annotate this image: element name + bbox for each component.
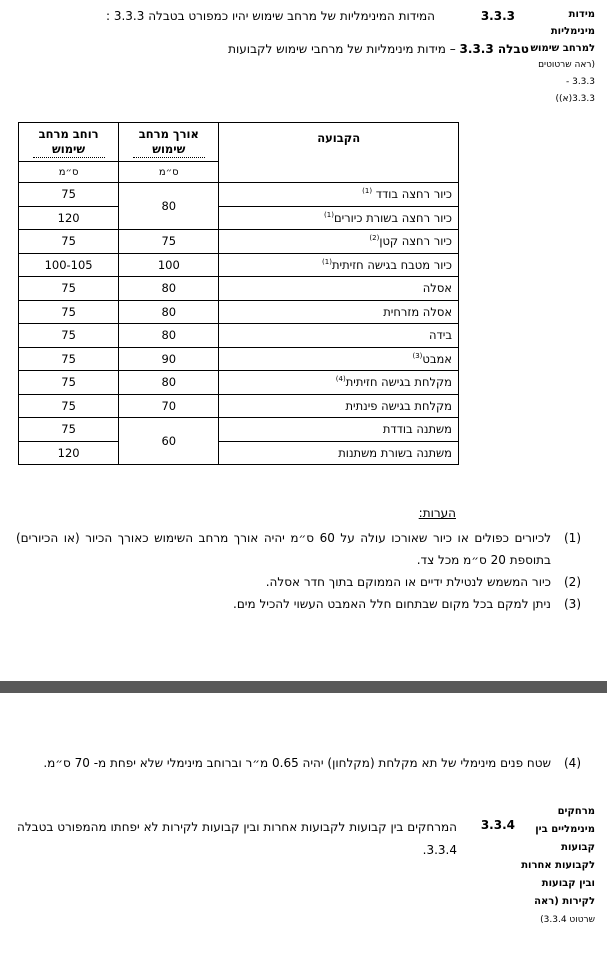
length-value: 90 — [119, 347, 219, 371]
notes-list — [16, 527, 581, 615]
fixture-name: אסלה מזרחית — [219, 300, 459, 324]
section-333-number: 3.3.3 — [480, 9, 515, 23]
table-row — [19, 183, 459, 207]
notes-title: הערות: — [418, 506, 456, 520]
table-row — [19, 418, 459, 442]
note-item-4 — [16, 752, 581, 774]
width-value: 100-105 — [19, 253, 119, 277]
side-title-line: מידות — [568, 9, 595, 20]
fixture-name: כיור רחצה קטן$^{(2)}$ — [219, 230, 459, 254]
length-value: 80 — [119, 183, 219, 230]
length-value: 100 — [119, 253, 219, 277]
length-value: 80 — [119, 277, 219, 301]
side-title-line: מינימליות — [550, 26, 595, 37]
length-value: 80 — [119, 324, 219, 348]
table-row — [19, 277, 459, 301]
fixtures-table — [18, 122, 459, 465]
header-length-line: שימוש — [152, 141, 186, 156]
width-value: 75 — [19, 183, 119, 207]
fixture-name: מקלחת בגישה פינתית — [219, 394, 459, 418]
width-value: 120 — [19, 206, 119, 230]
width-value: 75 — [19, 394, 119, 418]
length-value: 80 — [119, 371, 219, 395]
side-title-line: למרחב שימוש — [530, 43, 595, 54]
side-ref-line: 3.3.3 - — [565, 77, 595, 87]
note-text: ניתן למקם בכל מקום שבתחום חלל האמבט העשוי להכיל מים. — [233, 597, 551, 611]
width-value: 75 — [19, 347, 119, 371]
note-number: (4) — [563, 756, 581, 770]
table-caption-label: טבלה 3.3.3 — [459, 42, 529, 56]
width-value: 75 — [19, 418, 119, 442]
table-row — [19, 253, 459, 277]
section-333-text: המידות המינימליות של מרחב שימוש יהיו כמפורט בטבלה 3.3.3 : — [105, 9, 435, 23]
side-title-line: קבועות — [561, 842, 595, 853]
section-334-number: 3.3.4 — [480, 818, 515, 832]
table-caption — [0, 42, 607, 56]
table-header-row — [19, 123, 459, 162]
header-length-line: אורך מרחב — [138, 126, 199, 141]
width-value: 120 — [19, 441, 119, 465]
table-row — [19, 324, 459, 348]
width-value: 75 — [19, 300, 119, 324]
fixture-name: מקלחת בגישה חזיתית$^{(4)}$ — [219, 371, 459, 395]
header-width — [19, 123, 119, 162]
table-caption-text: – מידות מינימליות של מרחבי שימוש לקבועות — [228, 42, 460, 56]
width-value: 75 — [19, 230, 119, 254]
table-row — [19, 394, 459, 418]
fixture-name: משתנה בודדת — [219, 418, 459, 442]
fixture-name: אסלה — [219, 277, 459, 301]
side-title-line: מינימליים בין — [535, 824, 595, 835]
table-row — [19, 441, 459, 465]
width-value: 75 — [19, 324, 119, 348]
section-334-text: המרחקים בין קבועות לקבועות אחרות ובין קבועות לקירות לא יפחתו מהמפורט בטבלה 3.3.4. — [17, 820, 457, 857]
note-number: (3) — [563, 597, 581, 611]
note-text: שטח פנים מינימלי של תא מקלחת (מקלחון) יהיה 0.65 מ״ר וברוחב מינימלי שלא יפחת מ- 70 ס״מ. — [43, 756, 551, 770]
table-row — [19, 347, 459, 371]
side-ref-line: 3.3.3(א)) — [555, 94, 595, 104]
side-ref-line: (ראה שרטוטים — [538, 60, 595, 70]
table-row — [19, 230, 459, 254]
header-fixture: הקבועה — [219, 123, 459, 183]
width-value: 75 — [19, 371, 119, 395]
table-row — [19, 300, 459, 324]
note-item — [16, 571, 581, 593]
section-334-side-title — [515, 803, 595, 929]
table-row — [19, 206, 459, 230]
note-text: כיור המשמש לנטילת ידיים או הממוקם בתוך חדר אסלה. — [265, 575, 551, 589]
note-number: (2) — [563, 575, 581, 589]
header-length — [119, 123, 219, 162]
fixture-name: בידה — [219, 324, 459, 348]
side-title-line: לקבועות אחרות — [521, 860, 595, 871]
page-break-divider — [0, 681, 607, 693]
section-333-side-title — [515, 6, 595, 108]
note-text: לכיורים כפולים או כיור שאורכו עולה על 60 ס״מ יהיה אורך מרחב השימוש כאורך הכיור (או הכיורים) בתוספת 20 ס״מ מכל צד. — [16, 531, 552, 567]
fixture-name: אמבט$^{(3)}$ — [219, 347, 459, 371]
side-title-line: לקירות (ראה — [534, 896, 595, 907]
header-width-line: רוחב מרחב — [38, 126, 99, 141]
length-value: 75 — [119, 230, 219, 254]
fixture-name: כיור מטבח בגישה חזיתית$^{(1)}$ — [219, 253, 459, 277]
fixture-name: כיור רחצה בשורת כיורים$^{(1)}$ — [219, 206, 459, 230]
table-row — [19, 371, 459, 395]
unit-width: ס״מ — [19, 162, 119, 183]
fixture-name: כיור רחצה בודד $^{(1)}$ — [219, 183, 459, 207]
unit-length: ס״מ — [119, 162, 219, 183]
note-item — [16, 593, 581, 615]
length-value: 60 — [119, 418, 219, 465]
width-value: 75 — [19, 277, 119, 301]
side-title-line: מרחקים — [557, 806, 595, 817]
note-number: (1) — [563, 531, 581, 545]
side-title-line: ובין קבועות — [541, 878, 595, 889]
note-item — [16, 527, 581, 571]
side-ref-line: שרטוט 3.3.4) — [540, 915, 595, 925]
length-value: 70 — [119, 394, 219, 418]
fixture-name: משתנה בשורת משתנות — [219, 441, 459, 465]
header-width-line: שימוש — [52, 141, 86, 156]
length-value: 80 — [119, 300, 219, 324]
